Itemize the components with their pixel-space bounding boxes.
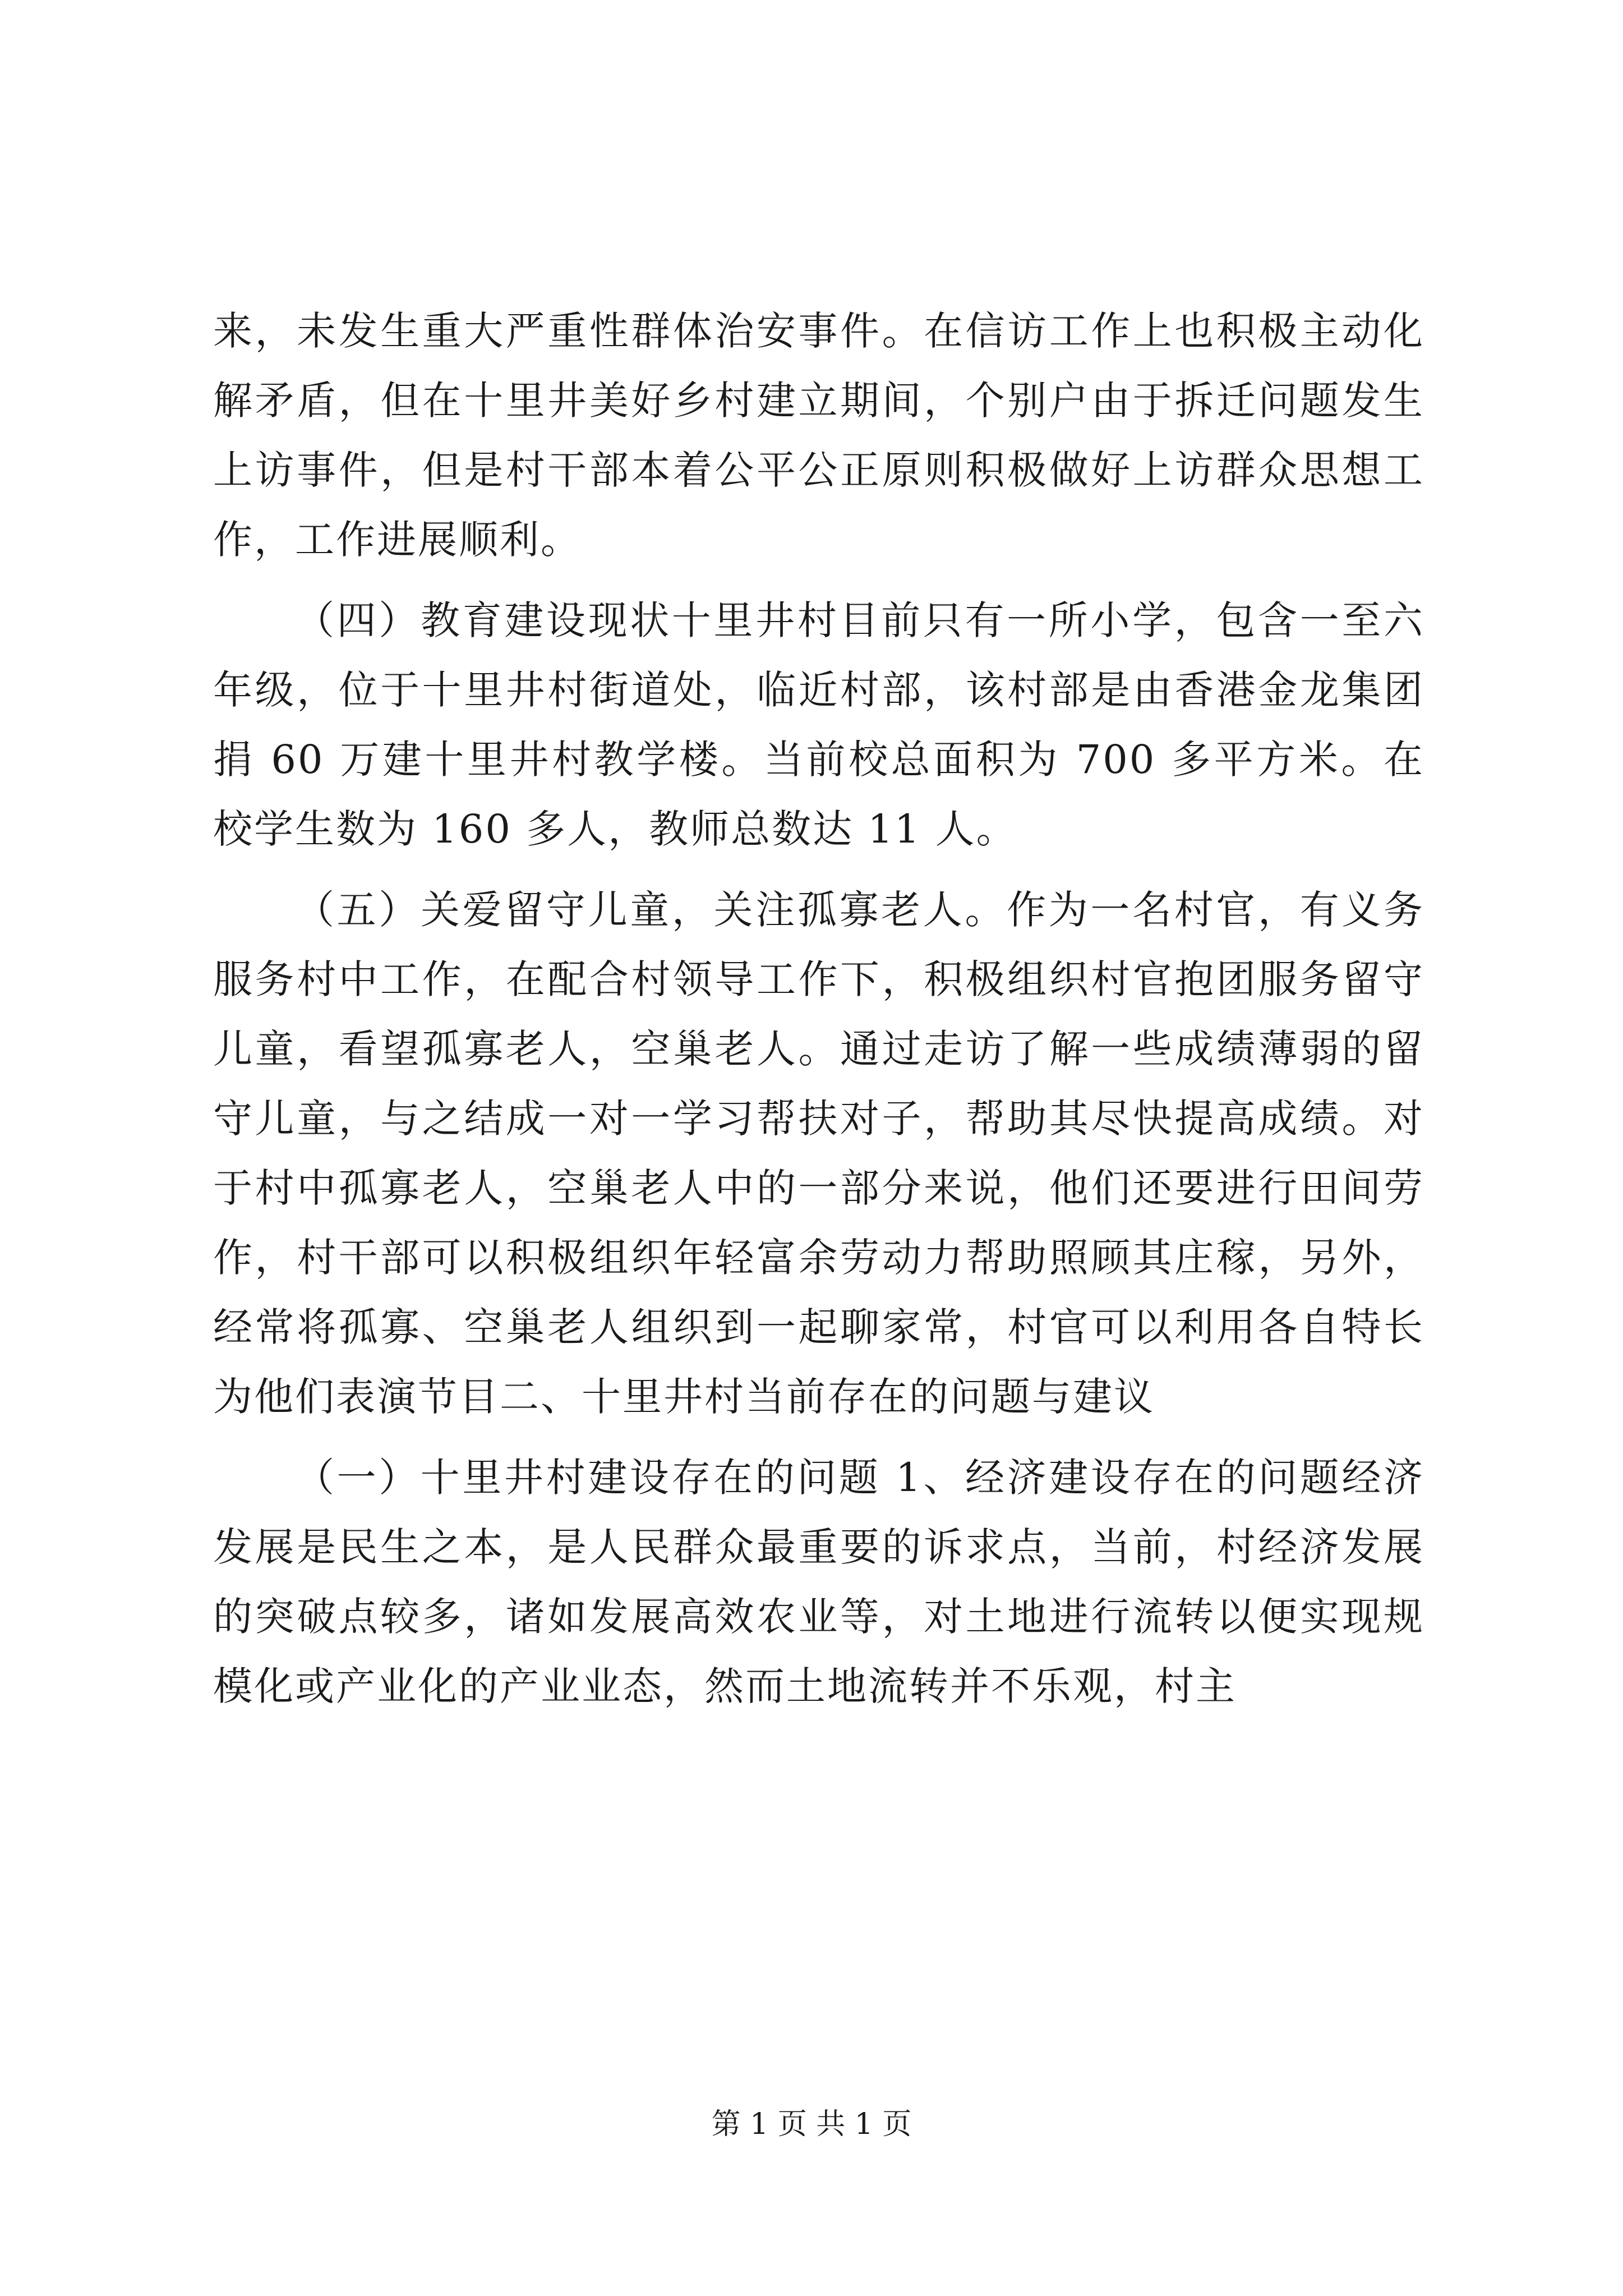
paragraph-left-behind-children: （五）关爱留守儿童，关注孤寡老人。作为一名村官，有义务服务村中工作，在配合村领导工作下，积极组织村官抱团服务留守儿童，看望孤寡老人，空巢老人。通过走访了解一些成绩薄弱的留守儿童，与之结成一对一学习帮扶对子，帮助其尽快提高成绩。对于村中孤寡老人，空巢老人中的一部分来说，他们还要进行田间劳作，村干部可以积极组织年轻富余劳动力帮助照顾其庄稼，另外，经常将孤寡、空巢老人组织到一起聊家常，村官可以利用各自特长为他们表演节目二、十里井村当前存在的问题与建议 bbox=[213, 887, 1424, 1420]
page-footer: 第 1 页 共 1 页 bbox=[711, 2108, 912, 2141]
paragraph-village-problems: （一）十里井村建设存在的问题 1、经济建设存在的问题经济发展是民生之本，是人民群众最重要的诉求点，当前，村经济发展的突破点较多，诸如发展高效农业等，对土地进行流转以便实现规模化或产业化的产业业态，然而土地流转并不乐观，村主 bbox=[213, 1455, 1424, 1709]
paragraph-continuation: 来，未发生重大严重性群体治安事件。在信访工作上也积极主动化解矛盾，但在十里井美好乡村建立期间，个别户由于拆迁问题发生上访事件，但是村干部本着公平公正原则积极做好上访群众思想工作，工作进展顺利。 bbox=[213, 308, 1424, 563]
document-body bbox=[213, 296, 1424, 1721]
paragraph-education-status: （四）教育建设现状十里井村目前只有一所小学，包含一至六年级，位于十里井村街道处，临近村部，该村部是由香港金龙集团捐 60 万建十里井村教学楼。当前校总面积为 700 多平方米。在校学生数为 160 多人，教师总数达 11 人。 bbox=[213, 597, 1424, 852]
